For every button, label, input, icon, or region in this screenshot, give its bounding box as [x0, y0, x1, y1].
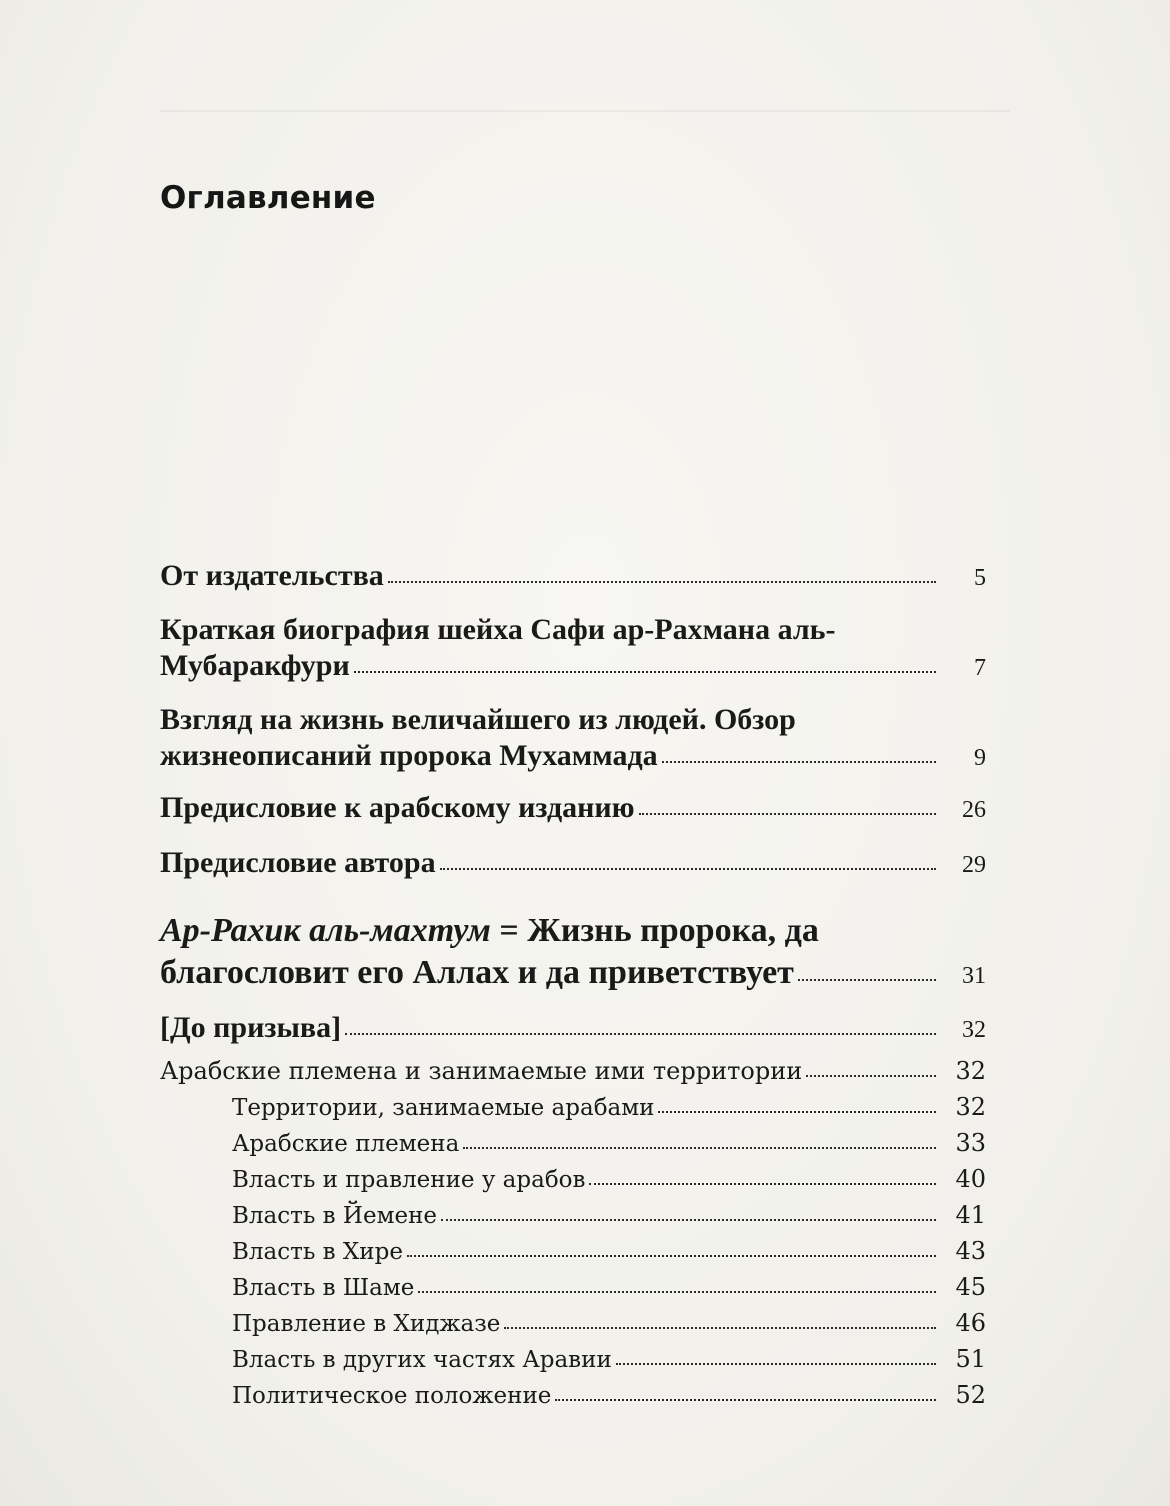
- toc-entry-power-yemen: [232, 1200, 986, 1231]
- toc-entry-title: Власть и правление у арабов: [232, 1167, 586, 1193]
- toc-entry-page: 52: [955, 1381, 986, 1409]
- dot-leader: [440, 868, 936, 870]
- toc-entry-title-line1: Краткая биография шейха Сафи ар-Рахмана аль-: [160, 613, 836, 646]
- dot-leader: [441, 1219, 936, 1221]
- toc-entry-title-line1: Взгляд на жизнь величайшего из людей. Обзор: [160, 703, 796, 736]
- toc-entry-arabic-preface: [160, 790, 986, 828]
- dot-leader: [616, 1363, 936, 1365]
- toc-entry-title: Власть в Шаме: [232, 1275, 415, 1301]
- toc-entry-page: 46: [955, 1309, 986, 1337]
- dot-leader: [658, 1111, 936, 1113]
- toc-entry-page: 9: [974, 745, 986, 771]
- dot-leader: [354, 671, 936, 673]
- toc-entry-power-other: [232, 1344, 986, 1375]
- toc-entry-title-line2: Мубаракфури: [160, 649, 350, 682]
- toc-entry-publisher: [160, 558, 986, 596]
- toc-entry-page: 29: [962, 852, 986, 878]
- toc-entry-page: 32: [955, 1057, 986, 1085]
- toc-entry-page: 51: [955, 1345, 986, 1373]
- toc-entry-rule-hijaz: [232, 1308, 986, 1339]
- toc-entry-overview: [160, 702, 986, 776]
- toc-entry-page: 31: [962, 963, 986, 989]
- toc-entry-page: 7: [974, 655, 986, 681]
- toc-entry-power-hira: [232, 1236, 986, 1267]
- toc-entry-title: Предисловие к арабскому изданию: [160, 791, 635, 824]
- toc-entry-title: Арабские племена и занимаемые ими территории: [160, 1057, 803, 1085]
- dot-leader: [418, 1291, 936, 1293]
- toc-entry-title-italic: Ар-Рахик аль-махтум: [160, 912, 491, 949]
- toc-entry-territories: [232, 1092, 986, 1123]
- toc-entry-title-line2: жизнеописаний пророка Мухаммада: [160, 739, 658, 772]
- toc-entry-title: Территории, занимаемые арабами: [232, 1095, 655, 1121]
- dot-leader: [806, 1075, 936, 1077]
- dot-leader: [639, 813, 936, 815]
- dot-leader: [463, 1147, 936, 1149]
- toc-entry-page: 32: [955, 1093, 986, 1121]
- toc-entry-title: Арабские племена: [232, 1131, 460, 1157]
- toc-entry-page: 33: [955, 1129, 986, 1157]
- toc-entry-author-preface: [160, 845, 986, 883]
- toc-entry-page: 40: [955, 1165, 986, 1193]
- toc-entry-power-arabs: [232, 1164, 986, 1195]
- toc-entry-power-sham: [232, 1272, 986, 1303]
- toc-entry-page: 43: [955, 1237, 986, 1265]
- toc-entry-title: Политическое положение: [232, 1383, 552, 1409]
- toc-heading: Оглавление: [160, 180, 376, 216]
- toc-entry-before-call: [160, 1010, 986, 1048]
- toc-entry-tribes: [232, 1128, 986, 1159]
- toc-entry-title: Власть в Йемене: [232, 1203, 438, 1229]
- toc-entry-page: 26: [962, 797, 986, 823]
- toc-entry-title-line1: [160, 910, 986, 952]
- toc-entry-title-rest: = Жизнь пророка, да: [490, 912, 819, 949]
- bleed-through-rule: [160, 90, 1010, 112]
- toc-entry-tribes-territories: [160, 1056, 986, 1086]
- toc-entry-page: 5: [974, 565, 986, 591]
- dot-leader: [388, 581, 936, 583]
- dot-leader: [555, 1399, 936, 1401]
- toc-entry-page: 45: [955, 1273, 986, 1301]
- toc-entry-page: 41: [955, 1201, 986, 1229]
- toc-entry-title-line2: благословит его Аллах и да приветствует: [160, 954, 794, 991]
- dot-leader: [345, 1033, 936, 1035]
- toc-entry-main-title: [160, 910, 986, 997]
- toc-entry-title: Власть в других частях Аравии: [232, 1347, 612, 1373]
- dot-leader: [407, 1255, 936, 1257]
- dot-leader: [504, 1327, 936, 1329]
- toc-entry-title: Власть в Хире: [232, 1239, 403, 1265]
- toc-entry-title: [До призыва]: [160, 1011, 342, 1044]
- dot-leader: [662, 761, 936, 763]
- toc-entry-page: 32: [962, 1017, 986, 1043]
- toc-entry-title: От издательства: [160, 559, 384, 592]
- toc-entry-title: Предисловие автора: [160, 846, 436, 879]
- toc-entry-biography: [160, 612, 986, 686]
- toc-entry-title: Правление в Хиджазе: [232, 1311, 501, 1337]
- toc-entry-political: [232, 1380, 986, 1411]
- dot-leader: [589, 1183, 936, 1185]
- dot-leader: [798, 979, 936, 981]
